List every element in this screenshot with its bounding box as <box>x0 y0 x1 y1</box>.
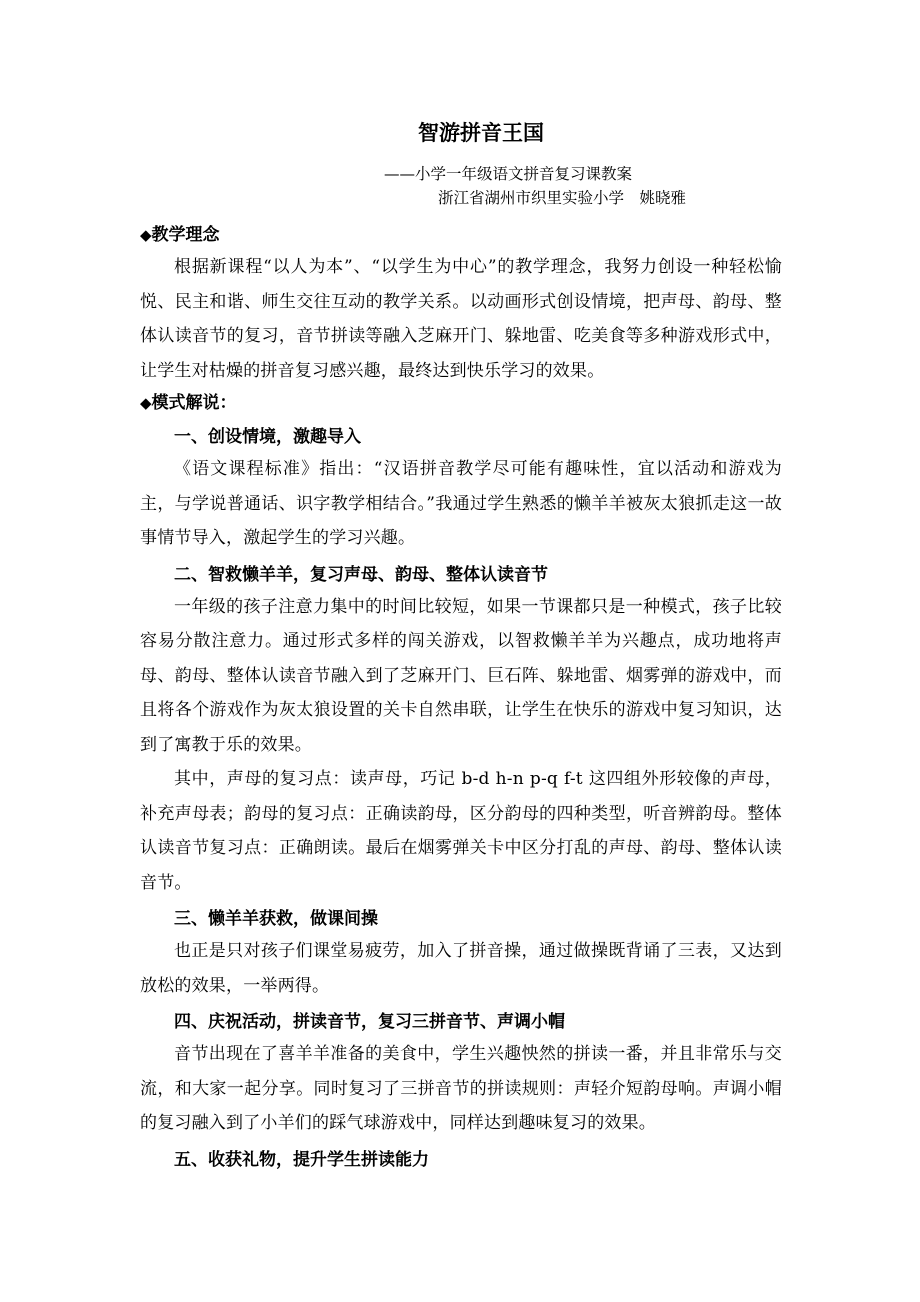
part-3-paragraph: 也正是只对孩子们课堂易疲劳，加入了拼音操，通过做操既背诵了三表，又达到放松的效果，一举两得。 <box>140 941 782 996</box>
document-subtitle: ——小学一年级语文拼音复习课教案 <box>384 165 633 183</box>
part-4-paragraph: 音节出现在了喜羊羊准备的美食中，学生兴趣怏然的拼读一番，并且非常乐与交流，和大家一起分享。同时复习了三拼音节的拼读规则：声轻介短韵母响。声调小帽的复习融入到了小羊们的踩气球游戏中，同样达到趣味复习的效果。 <box>140 1044 782 1133</box>
part-2-paragraph-2: 其中，声母的复习点：读声母，巧记 b-d h-n p-q f-t 这四组外形较像的声母，补充声母表；韵母的复习点：正确读韵母，区分韵母的四种类型，听音辨韵母。整体认读音节复习点：正确朗读。最后在烟雾弹关卡中区分打乱的声母、韵母、整体认读音节。 <box>140 769 782 893</box>
document-author: 浙江省湖州市织里实验小学 姚晓雅 <box>438 189 687 207</box>
part-2-paragraph-1: 一年级的孩子注意力集中的时间比较短，如果一节课都只是一种模式，孩子比较容易分散注意力。通过形式多样的闯关游戏，以智救懒羊羊为兴趣点，成功地将声母、韵母、整体认读音节融入到了芝麻开门、巨石阵、躲地雷、烟雾弹的游戏中，而且将各个游戏作为灰太狼设置的关卡自然串联，让学生在快乐的游戏中复习知识，达到了寓教于乐的效果。 <box>140 596 782 755</box>
document-page <box>140 118 782 1175</box>
section-mode-heading-text: 模式解说： <box>151 393 237 413</box>
section-concept-heading-text: 教学理念 <box>151 225 220 245</box>
section-mode-heading <box>140 388 782 418</box>
diamond-bullet-icon: ◆ <box>140 394 152 412</box>
part-5-heading: 五、收获礼物，提升学生拼读能力 <box>174 1149 429 1170</box>
part-4-heading: 四、庆祝活动，拼读音节，复习三拼音节、声调小帽 <box>174 1012 565 1032</box>
part-3-heading: 三、懒羊羊获救，做课间操 <box>174 909 378 929</box>
part-2-heading: 二、智救懒羊羊，复习声母、韵母、整体认读音节 <box>174 564 548 585</box>
section-concept-heading <box>140 220 782 250</box>
diamond-bullet-icon: ◆ <box>140 226 152 244</box>
document-title: 智游拼音王国 <box>418 120 544 145</box>
concept-paragraph: 根据新课程“以人为本”、“以学生为中心”的教学理念，我努力创设一种轻松愉悦、民主和谐、师生交往互动的教学关系。以动画形式创设情境，把声母、韵母、整体认读音节的复习，音节拼读等融入芝麻开门、躲地雷、吃美食等多种游戏形式中，让学生对枯燥的拼音复习感兴趣，最终达到快乐学习的效果。 <box>140 257 782 381</box>
part-1-heading: 一、创设情境，激趣导入 <box>174 427 361 447</box>
part-1-paragraph: 《语文课程标准》指出：“汉语拼音教学尽可能有趣味性，宜以活动和游戏为主，与学说普通话、识字教学相结合。”我通过学生熟悉的懒羊羊被灰太狼抓走这一故事情节导入，激起学生的学习兴趣。 <box>140 459 782 548</box>
